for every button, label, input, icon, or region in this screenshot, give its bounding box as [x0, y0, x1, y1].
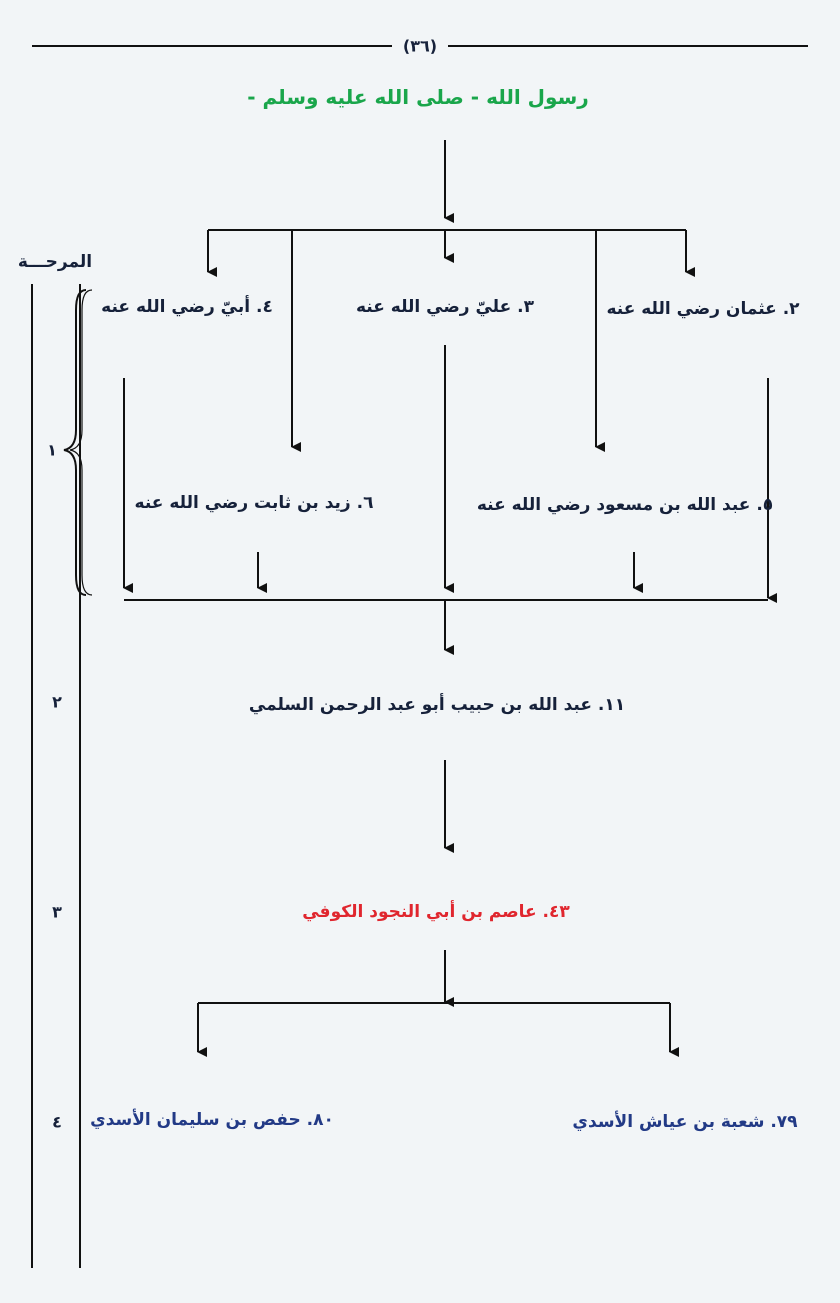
- node-ubayy: ٤. أبيّ رضي الله عنه: [101, 297, 273, 317]
- node-ibn-masud: ٥. عبد الله بن مسعود رضي الله عنه: [476, 495, 774, 515]
- node-ali: ٣. عليّ رضي الله عنه: [355, 297, 535, 317]
- node-zayd: ٦. زيد بن ثابت رضي الله عنه: [134, 493, 374, 513]
- node-uthman: ٢. عثمان رضي الله عنه: [606, 299, 800, 319]
- page-number: (٣٦): [402, 36, 438, 56]
- stage1-brace: [64, 290, 86, 595]
- node-asim: ٤٣. عاصم بن أبي النجود الكوفي: [302, 902, 570, 922]
- node-shuba: ٧٩. شعبة بن عياش الأسدي: [572, 1112, 798, 1132]
- node-hafs: ٨٠. حفص بن سليمان الأسدي: [90, 1110, 334, 1130]
- node-sulami: ١١. عبد الله بن حبيب أبو عبد الرحمن السلمي: [248, 695, 626, 715]
- stage-number-1: ١: [47, 440, 57, 460]
- stage-number-2: ٢: [52, 692, 62, 712]
- root-node: رسول الله - صلى الله عليه وسلم -: [247, 85, 589, 109]
- stage-column-header: المرحـــة: [17, 252, 93, 272]
- stage-number-4: ٤: [52, 1112, 62, 1132]
- stage-number-3: ٣: [52, 902, 62, 922]
